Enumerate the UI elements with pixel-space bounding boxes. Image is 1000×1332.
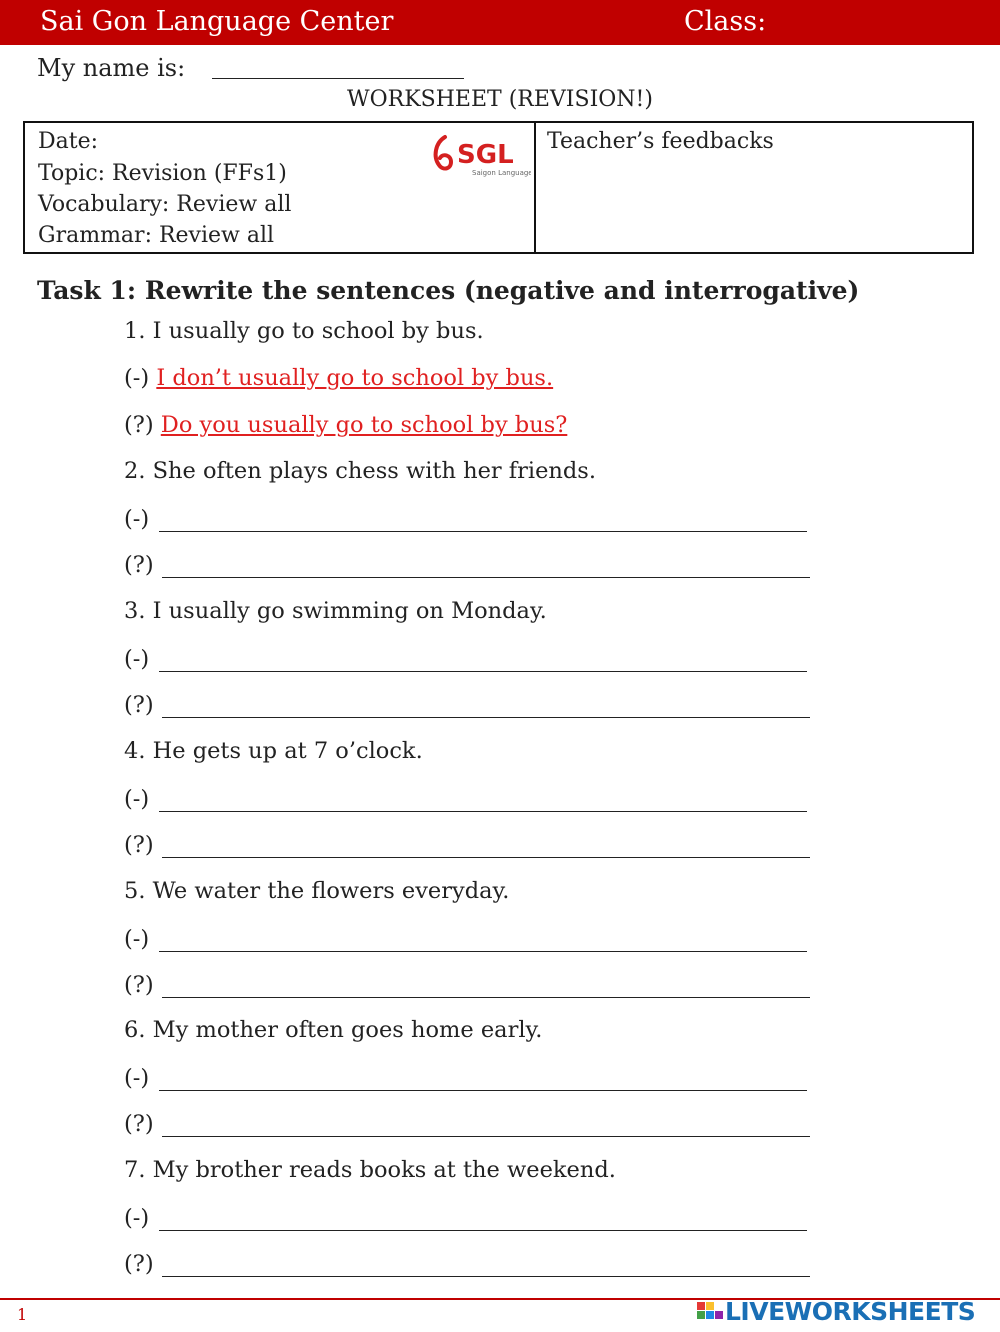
name-answer-line[interactable] [212, 78, 464, 79]
worksheet-title: WORKSHEET (REVISION!) [347, 87, 653, 112]
interrogative-answer-blank-6[interactable] [162, 1136, 810, 1137]
negative-prefix: (-) [124, 1065, 150, 1091]
watermark-blocks-icon [697, 1302, 723, 1324]
interrogative-answer-blank-7[interactable] [162, 1276, 810, 1277]
interrogative-prefix: (?) [124, 692, 154, 718]
sgl-logo [431, 133, 531, 183]
question-7: 7. My brother reads books at the weekend. [124, 1157, 616, 1183]
center-name: Sai Gon Language Center [40, 6, 394, 37]
question-6: 6. My mother often goes home early. [124, 1017, 543, 1043]
negative-prefix: (-) [124, 646, 150, 672]
negative-answer-blank-3[interactable] [159, 671, 807, 672]
grammar-label: Grammar: Review all [38, 223, 275, 248]
negative-answer-1 [124, 365, 553, 391]
interrogative-answer-blank-5[interactable] [162, 997, 810, 998]
question-1: 1. I usually go to school by bus. [124, 318, 484, 344]
info-box [23, 121, 974, 254]
negative-answer-blank-2[interactable] [159, 531, 807, 532]
negative-prefix: (-) [124, 1205, 150, 1231]
negative-prefix: (-) [124, 506, 150, 532]
interrogative-answer-blank-2[interactable] [162, 577, 810, 578]
negative-answer-blank-7[interactable] [159, 1230, 807, 1231]
interrogative-answer-blank-4[interactable] [162, 857, 810, 858]
header-bar [0, 0, 1000, 45]
interrogative-prefix: (?) [124, 552, 154, 578]
class-label: Class: [684, 6, 767, 37]
task-title: Task 1: Rewrite the sentences (negative and interrogative) [37, 276, 860, 305]
interrogative-answer-text: Do you usually go to school by bus? [160, 412, 568, 438]
interrogative-prefix: (?) [124, 412, 154, 438]
vocabulary-label: Vocabulary: Review all [38, 192, 292, 217]
liveworksheets-watermark [697, 1297, 997, 1329]
negative-prefix: (-) [124, 926, 150, 952]
interrogative-prefix: (?) [124, 972, 154, 998]
date-label: Date: [38, 129, 99, 154]
negative-prefix: (-) [124, 786, 150, 812]
negative-answer-blank-5[interactable] [159, 951, 807, 952]
interrogative-prefix: (?) [124, 832, 154, 858]
logo-text: SGL [457, 140, 514, 170]
question-3: 3. I usually go swimming on Monday. [124, 598, 547, 624]
name-label: My name is: [37, 54, 186, 82]
question-2: 2. She often plays chess with her friends. [124, 458, 596, 484]
interrogative-answer-1 [124, 412, 567, 438]
watermark-text: LIVEWORKSHEETS [725, 1297, 976, 1326]
teacher-feedback-label: Teacher’s feedbacks [547, 129, 774, 154]
interrogative-prefix: (?) [124, 1111, 154, 1137]
interrogative-prefix: (?) [124, 1251, 154, 1277]
page-number: 1 [17, 1305, 28, 1324]
negative-answer-text: I don’t usually go to school by bus. [156, 365, 554, 391]
negative-prefix: (-) [124, 365, 150, 391]
question-4: 4. He gets up at 7 o’clock. [124, 738, 423, 764]
question-5: 5. We water the flowers everyday. [124, 878, 510, 904]
negative-answer-blank-6[interactable] [159, 1090, 807, 1091]
topic-label: Topic: Revision (FFs1) [38, 161, 287, 186]
interrogative-answer-blank-3[interactable] [162, 717, 810, 718]
logo-subtext: Saigon Language [472, 169, 531, 177]
negative-answer-blank-4[interactable] [159, 811, 807, 812]
info-left-panel [25, 123, 536, 252]
